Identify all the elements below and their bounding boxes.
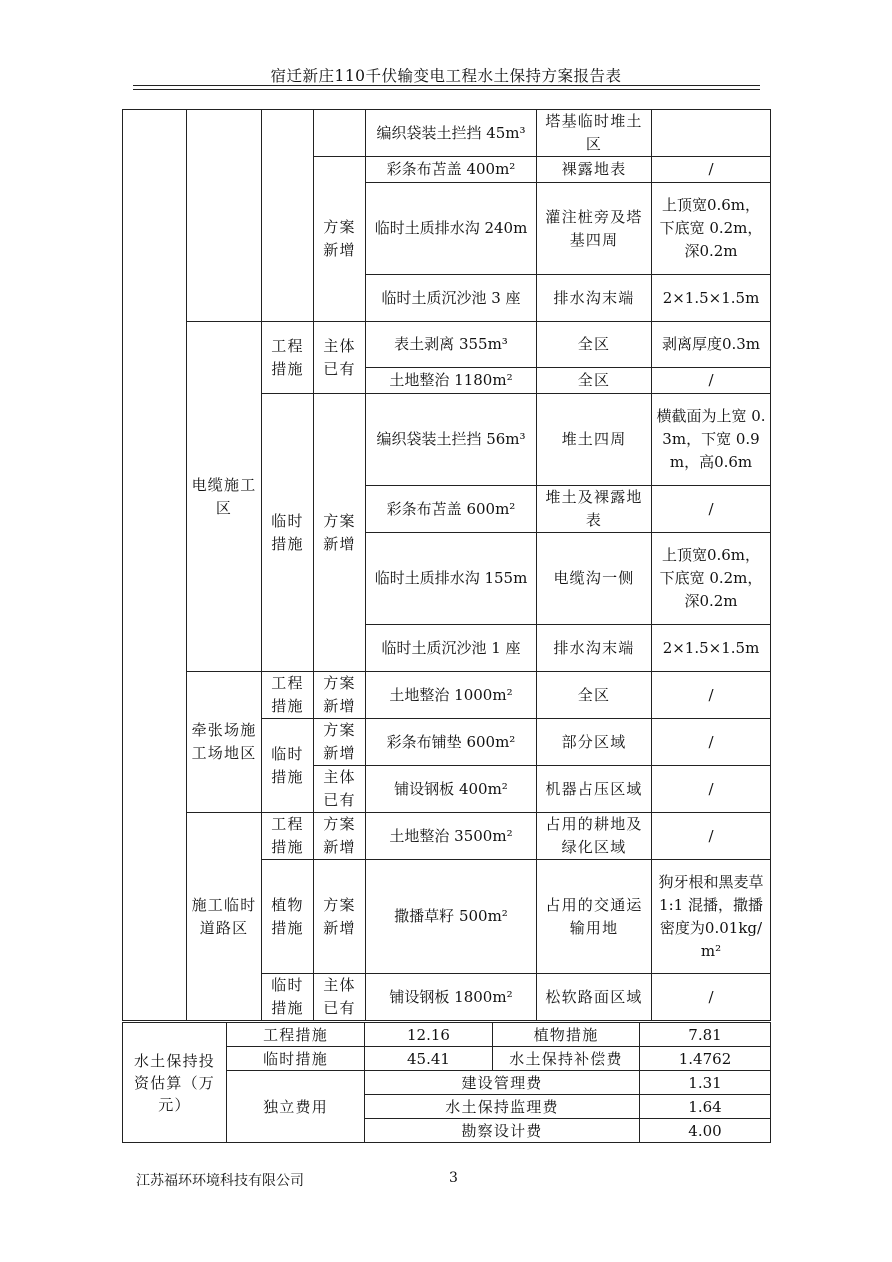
spec-cell: / (652, 157, 771, 183)
location-cell: 全区 (537, 672, 652, 719)
cost-value: 4.00 (640, 1119, 771, 1143)
location-cell: 全区 (537, 368, 652, 394)
measure-cell: 彩条布苫盖 600m² (366, 486, 537, 533)
measure-cell: 彩条布铺垫 600m² (366, 719, 537, 766)
header-rule-thin (133, 89, 760, 90)
location-cell: 松软路面区域 (537, 974, 652, 1021)
location-cell: 裸露地表 (537, 157, 652, 183)
measure-cell: 彩条布苫盖 400m² (366, 157, 537, 183)
spec-cell: 狗牙根和黑麦草 1:1 混播，撒播密度为0.01kg/m² (652, 860, 771, 974)
type-cell: 工程措施 (262, 672, 314, 719)
cost-value: 1.64 (640, 1095, 771, 1119)
measure-cell: 表土剥离 355m³ (366, 322, 537, 368)
status-cell: 主体已有 (314, 766, 366, 813)
status-cell: 方案新增 (314, 672, 366, 719)
location-cell: 塔基临时堆土区 (537, 110, 652, 157)
blank-cell (123, 110, 187, 1021)
location-cell: 排水沟末端 (537, 275, 652, 322)
measure-cell: 临时土质排水沟 240m (366, 183, 537, 275)
spec-cell: / (652, 368, 771, 394)
spec-cell: 2×1.5×1.5m (652, 625, 771, 672)
location-cell: 占用的交通运输用地 (537, 860, 652, 974)
cost-value: 45.41 (365, 1047, 493, 1071)
investment-title: 水土保持投资估算（万元） (123, 1023, 227, 1143)
cost-label: 勘察设计费 (365, 1119, 640, 1143)
status-cell: 主体已有 (314, 974, 366, 1021)
type-cell: 工程措施 (262, 322, 314, 394)
measure-cell: 编织袋装土拦挡 45m³ (366, 110, 537, 157)
location-cell: 电缆沟一侧 (537, 533, 652, 625)
measure-cell: 编织袋装土拦挡 56m³ (366, 394, 537, 486)
zone-cell: 施工临时道路区 (187, 813, 262, 1021)
cost-label: 独立费用 (227, 1071, 365, 1143)
blank-cell (262, 110, 314, 322)
location-cell: 占用的耕地及绿化区域 (537, 813, 652, 860)
measure-cell: 撒播草籽 500m² (366, 860, 537, 974)
status-cell: 方案新增 (314, 860, 366, 974)
cost-label: 临时措施 (227, 1047, 365, 1071)
type-cell: 工程措施 (262, 813, 314, 860)
blank-cell (187, 110, 262, 322)
spec-cell: 上顶宽0.6m，下底宽 0.2m，深0.2m (652, 533, 771, 625)
cost-label: 工程措施 (227, 1023, 365, 1047)
blank-cell (314, 110, 366, 157)
measure-cell: 临时土质沉沙池 3 座 (366, 275, 537, 322)
status-cell: 方案新增 (314, 719, 366, 766)
cost-value: 12.16 (365, 1023, 493, 1047)
page-number: 3 (449, 1170, 458, 1186)
measure-cell: 铺设钢板 1800m² (366, 974, 537, 1021)
location-cell: 机器占压区域 (537, 766, 652, 813)
spec-cell (652, 110, 771, 157)
status-cell: 方案新增 (314, 813, 366, 860)
location-cell: 全区 (537, 322, 652, 368)
type-cell: 植物措施 (262, 860, 314, 974)
spec-cell: 2×1.5×1.5m (652, 275, 771, 322)
cost-value: 1.31 (640, 1071, 771, 1095)
cost-label: 水土保持补偿费 (493, 1047, 640, 1071)
cost-label: 水土保持监理费 (365, 1095, 640, 1119)
investment-table (122, 1022, 771, 1143)
spec-cell: 上顶宽0.6m，下底宽 0.2m，深0.2m (652, 183, 771, 275)
spec-cell: / (652, 813, 771, 860)
type-cell: 临时措施 (262, 974, 314, 1021)
cost-value: 1.4762 (640, 1047, 771, 1071)
location-cell: 排水沟末端 (537, 625, 652, 672)
spec-cell: / (652, 974, 771, 1021)
type-cell: 临时措施 (262, 394, 314, 672)
zone-cell: 电缆施工区 (187, 322, 262, 672)
location-cell: 堆土四周 (537, 394, 652, 486)
measure-cell: 土地整治 3500m² (366, 813, 537, 860)
measure-cell: 土地整治 1000m² (366, 672, 537, 719)
location-cell: 堆土及裸露地表 (537, 486, 652, 533)
measure-cell: 铺设钢板 400m² (366, 766, 537, 813)
measure-cell: 临时土质沉沙池 1 座 (366, 625, 537, 672)
spec-cell: / (652, 672, 771, 719)
status-cell: 方案新增 (314, 394, 366, 672)
measure-cell: 临时土质排水沟 155m (366, 533, 537, 625)
footer-company: 江苏福环环境科技有限公司 (136, 1173, 304, 1189)
spec-cell: / (652, 719, 771, 766)
measures-table (122, 109, 771, 1021)
zone-cell: 牵张场施工场地区 (187, 672, 262, 813)
status-cell: 方案新增 (314, 157, 366, 322)
measure-cell: 土地整治 1180m² (366, 368, 537, 394)
spec-cell: 横截面为上宽 0.3m，下宽 0.9m，高0.6m (652, 394, 771, 486)
cost-label: 建设管理费 (365, 1071, 640, 1095)
spec-cell: / (652, 766, 771, 813)
header-rule (133, 85, 760, 86)
status-cell: 主体已有 (314, 322, 366, 394)
spec-cell: 剥离厚度0.3m (652, 322, 771, 368)
location-cell: 部分区域 (537, 719, 652, 766)
spec-cell: / (652, 486, 771, 533)
type-cell: 临时措施 (262, 719, 314, 813)
page-header-title: 宿迁新庄110千伏输变电工程水土保持方案报告表 (270, 67, 622, 85)
cost-value: 7.81 (640, 1023, 771, 1047)
location-cell: 灌注桩旁及塔基四周 (537, 183, 652, 275)
cost-label: 植物措施 (493, 1023, 640, 1047)
